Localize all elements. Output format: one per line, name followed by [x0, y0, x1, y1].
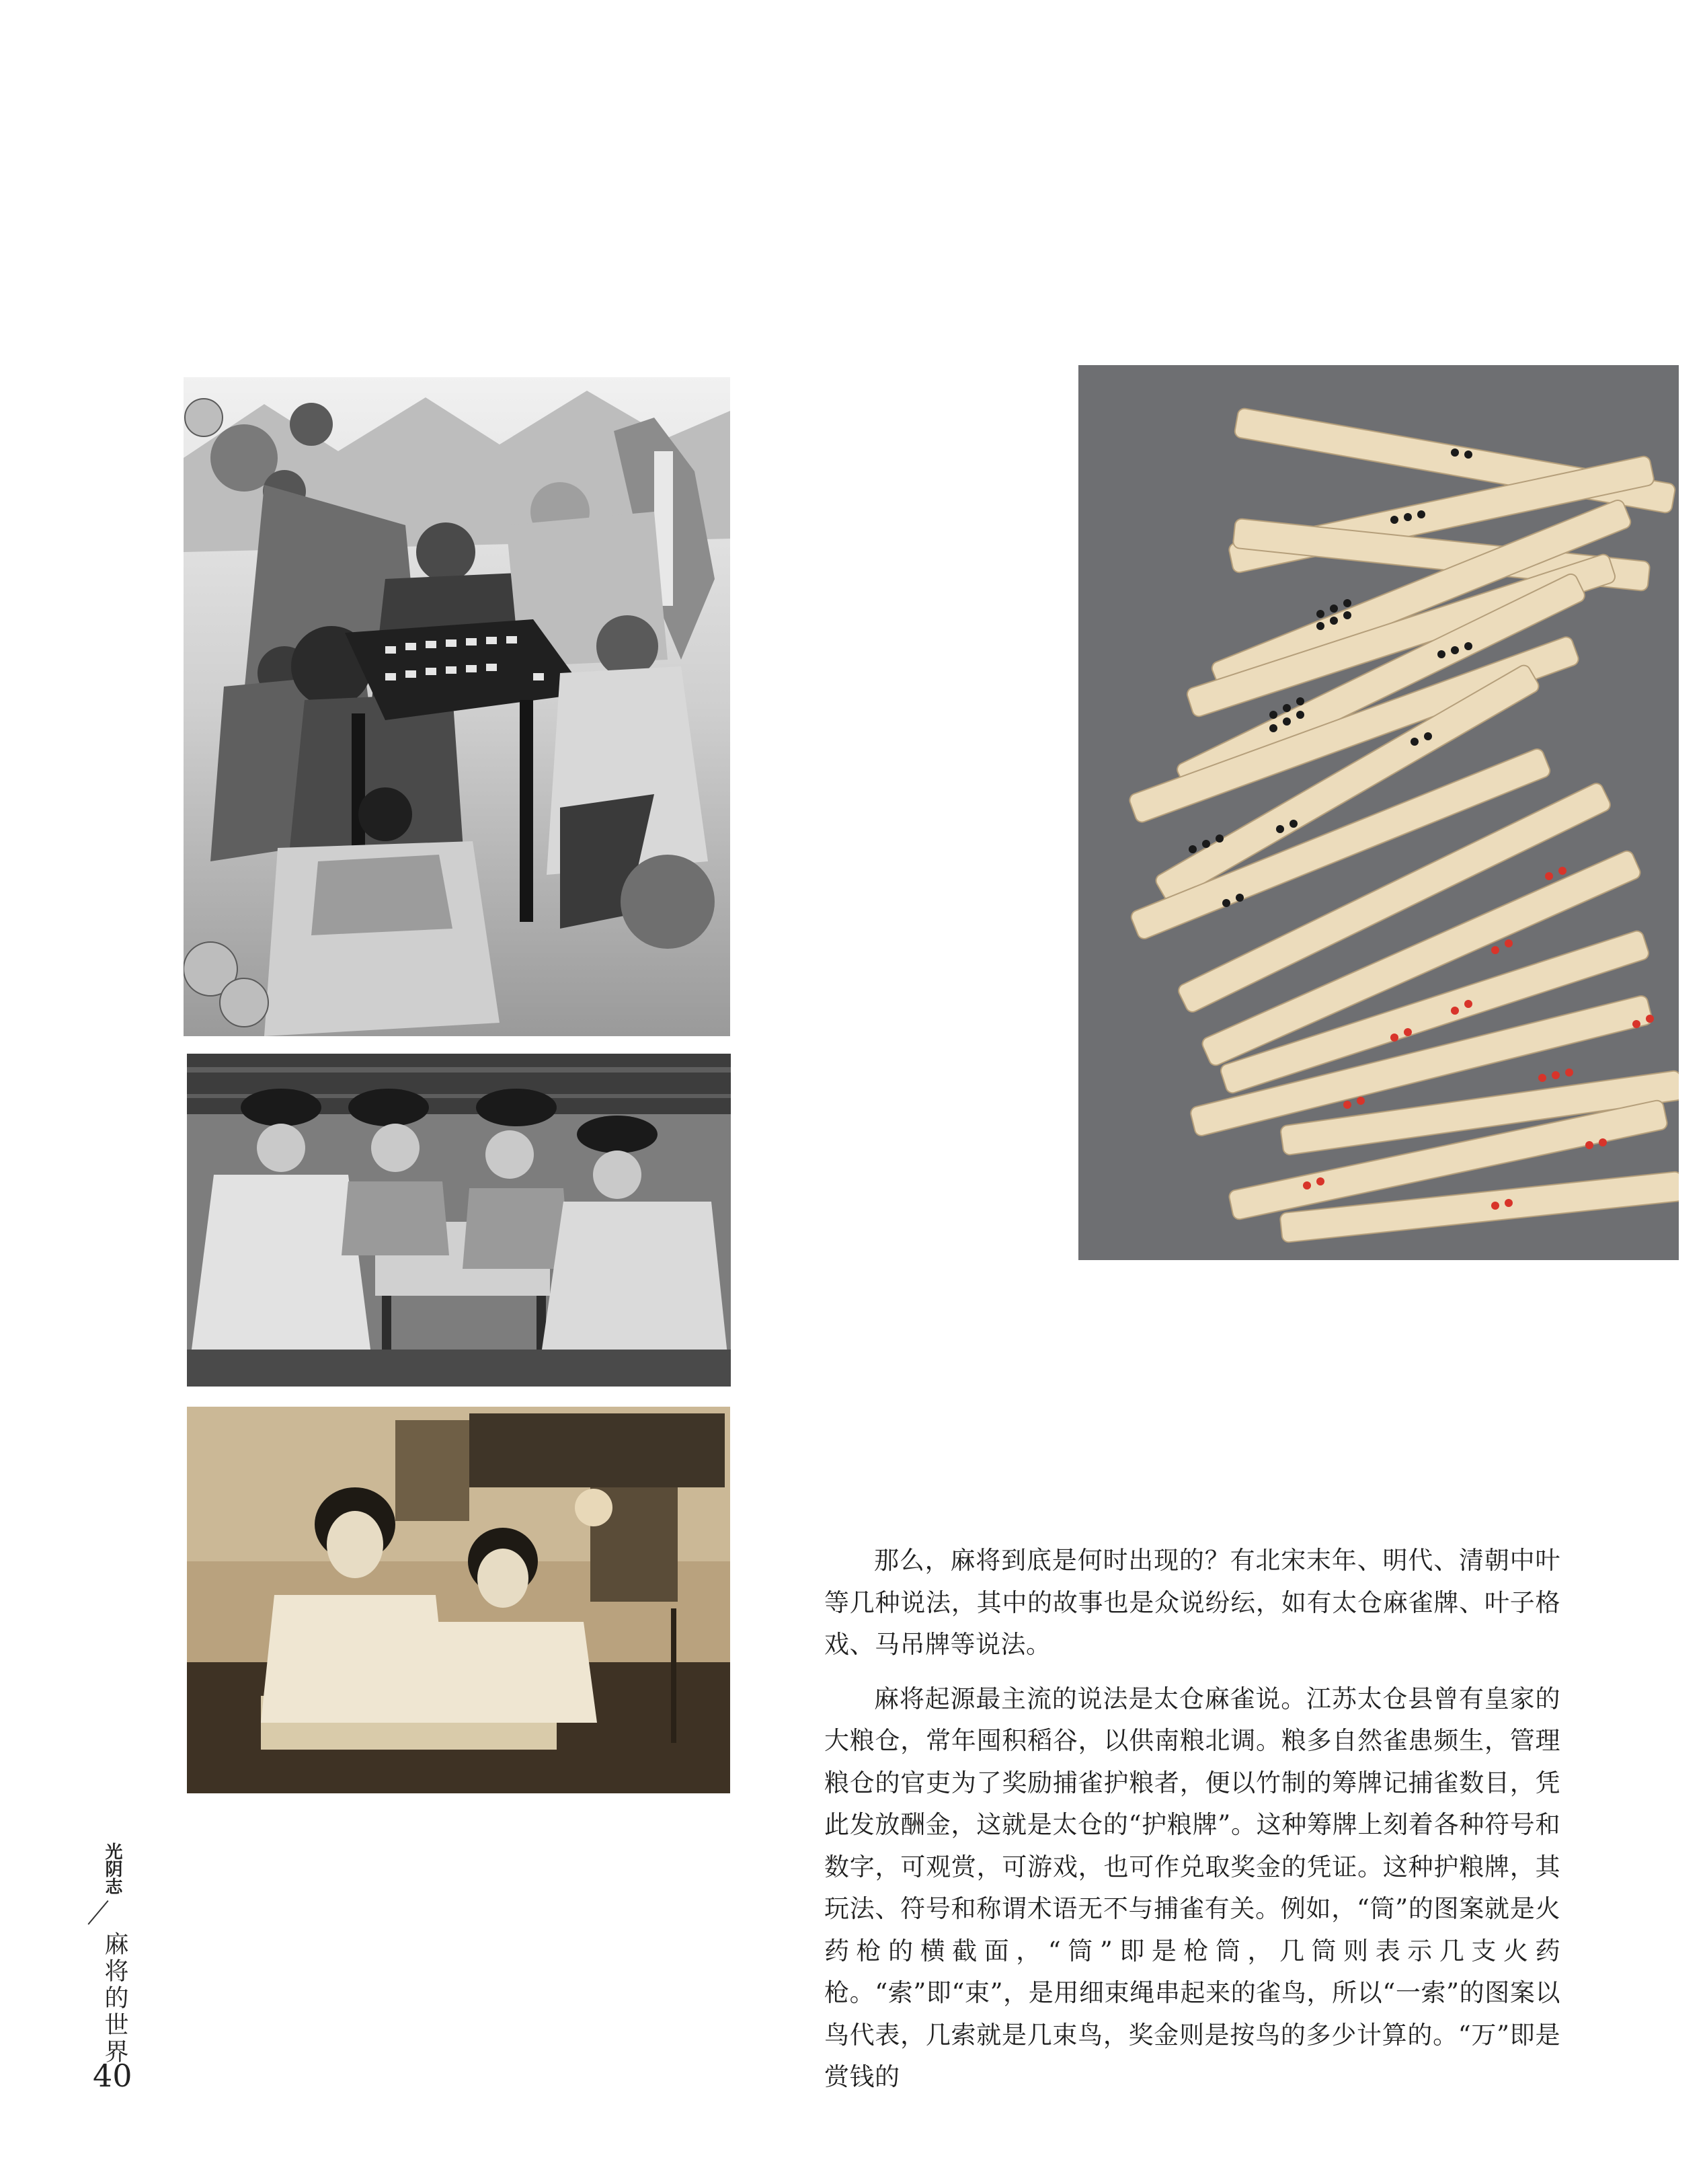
- page-number: 40: [93, 2058, 132, 2094]
- magazine-column-name: 光阴志: [102, 1842, 122, 1895]
- qing-court-ladies-photo: [187, 1054, 731, 1387]
- sepia-two-women-mahjong-photo: [187, 1407, 730, 1793]
- article-paragraph: 麻将起源最主流的说法是太仓麻雀说。江苏太仓县曾有皇家的大粮仓，常年囤积稻谷，以供南粮北调。粮多自然雀患频生，管理粮仓的官吏为了奖励捕雀护粮者，便以竹制的筹牌记捕雀数目，凭此发放酬金，这就是太仓的“护粮牌”。这种筹牌上刻着各种符号和数字，可观赏，可游戏，也可作兑取奖金的凭证。这种护粮牌，其玩法、符号和称谓术语无不与捕雀有关。例如，“筒”的图案就是火药枪的横截面，“筒”即是枪筒，几筒则表示几支火药枪。“索”即“束”，是用细束绳串起来的雀鸟，所以“一索”的图案以鸟代表，几索就是几束鸟，奖金则是按鸟的多少计算的。“万”即是赏钱的: [824, 1684, 1560, 2091]
- ink-painting-immortals-mahjong: [184, 377, 730, 1036]
- section-label: [94, 1842, 134, 2066]
- article-paragraph: 那么，麻将到底是何时出现的？有北宋末年、明代、清朝中叶等几种说法，其中的故事也是众说纷纭，如有太仓麻雀牌、叶子格戏、马吊牌等说法。: [824, 1546, 1560, 1659]
- article-body: [824, 1540, 1560, 2111]
- bone-mahjong-sticks-photo: [1078, 365, 1679, 1260]
- slash-divider: [94, 1900, 121, 1927]
- section-title: 麻将的世界: [101, 1931, 128, 2066]
